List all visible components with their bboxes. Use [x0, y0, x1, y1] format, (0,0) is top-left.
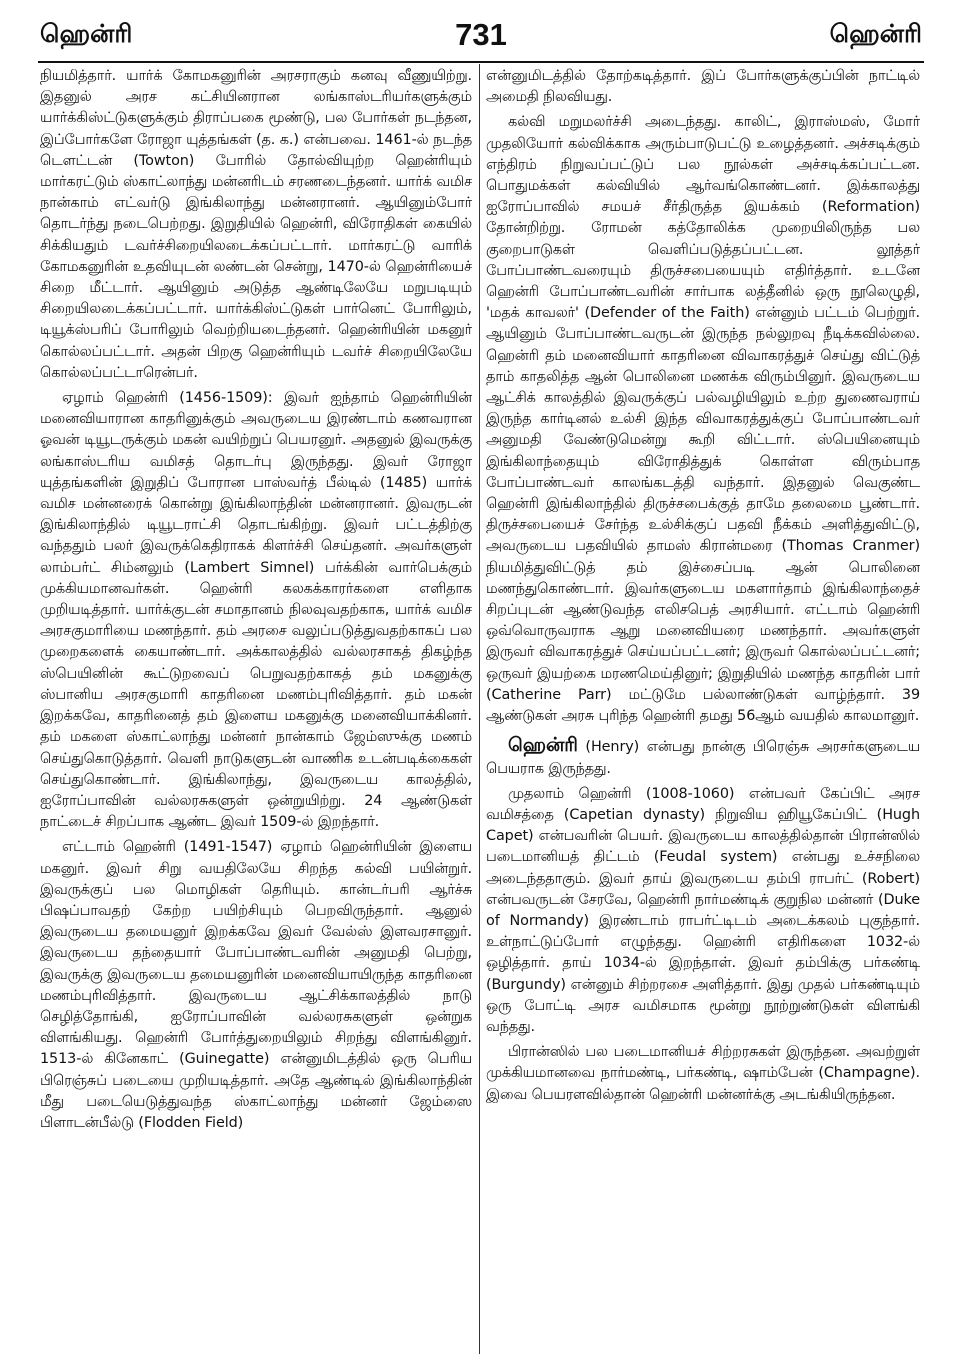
entry-definition: (Henry) என்பது நான்கு பிரெஞ்சு அரசர்களுடைய பெயராக இருந்தது. — [486, 739, 920, 777]
column-divider — [479, 64, 480, 1354]
entry-headword: ஹென்ரி — [508, 734, 578, 757]
header-left-word: ஹென்ரி — [40, 18, 133, 48]
page-header — [40, 12, 922, 58]
header-rule — [38, 61, 924, 63]
paragraph: என்னுமிடத்தில் தோற்கடித்தார். இப் போர்களுக்குப்பின் நாட்டில் அமைதி நிலவியது. — [486, 68, 920, 106]
paragraph: கல்வி மறுமலர்ச்சி அடைந்தது. காலிட், இராஸ்மஸ், மோர் முதலியோர் கல்விக்காக அரும்பாடுபட்டு உழைத்தனர். அச்சடிக்கும் எந்திரம் நிறுவப்பட்டுப் பல நூல்கள் அச்சடிக்கப்பட்டன. பொதுமக்கள் கல்வியில் ஆர்வங்கொண்டனர். இக்காலத்து ஐரோப்பாவில் சமயச் சீர்திருத்த இயக்கம் (Reformation) தோன்றிற்று. ரோமன் கத்தோலிக்க முறையிலிருந்த பல குறைபாடுகள் வெளிப்படுத்தப்பட்டன. லூத்தர் போப்பாண்டவரையும் திருச்சபையையும் எதிர்த்தார். உடனே ஹென்ரி போப்பாண்டவரின் சார்பாக லத்தீனில் ஒரு நூலெழுதி, 'மதக் காவலர்' (Defender of the Faith) என்னும் பட்டம் பெற்றுர். ஆயினும் போப்பாண்டவருடன் இருந்த நல்லுறவு நீடிக்கவில்லை. ஹென்ரி தம் மனைவியார் காதரினை விவாகரத்துச் செய்து விட்டுத் தாம் காதலித்த ஆன் பொலினை மணக்க விரும்பினுர். இவருடைய ஆட்சிக் காலத்தில் இவருக்குப் பல்வழியிலும் உற்ற துணைவராய் இருந்த கார்டினல் உல்சி இந்த விவாகரத்துக்குப் போப்பாண்டவர் அனுமதி வேண்டுமென்று கூறி விட்டார். ஸ்பெயினையும் இங்கிலாந்தையும் விரோதித்துக் கொள்ள விரும்பாத போப்பாண்டவர் காலங்கடத்தி வந்தார். இதனுல் வெகுண்ட ஹென்ரி இங்கிலாந்தில் திருச்சபைக்குத் தாமே தலைமை பூண்டார். திருச்சபையைச் சேர்ந்த உல்சிக்குப் பதவி நீக்கம் அளித்துவிட்டு, அவருடைய பதவியில் தாமஸ் கிரான்மரை (Thomas Cranmer) நியமித்துவிட்டுத் தம் இச்சைப்படி ஆன் பொலினை மணந்துகொண்டார். இவர்களுடைய மகளார்தாம் இங்கிலாந்தைச் சிறப்புடன் ஆண்டுவந்த எலிசபெத் அரசியார். எட்டாம் ஹென்ரி ஒவ்வொருவராக ஆறு மனைவியரை மணந்தார். அவர்களுள் இருவர் விவாகரத்துச் செய்யப்பட்டனர்; இருவர் கொல்லப்பட்டனர்; ஒருவர் இயற்கை மரணமெய்தினுர்; இறுதியில் மணந்த காதரின் பார் (Catherine Parr) மட்டுமே பல்லாண்டுகள் வாழ்ந்தார். 39 ஆண்டுகள் அரசு புரிந்த ஹென்ரி தமது 56ஆம் வயதில் காலமானுர். — [486, 114, 920, 725]
paragraph: ஏழாம் ஹென்ரி (1456-1509): இவர் ஐந்தாம் ஹென்ரியின் மனைவியாரான காதரினுக்கும் அவருடைய இரண்டாம் கணவரான ஓவன் டியூடருக்கும் மகன் வயிற்றுப் பெயரனுர். அதனுல் இவருக்கு லங்காஸ்டரிய வமிசத் தொடர்பு இருந்தது. இவர் ரோஜா யுத்தங்களின் இறுதிப் போரான பாஸ்வர்த் பீல்டில் (1485) யார்க் வமிச மன்னரைக் கொன்று இங்கிலாந்தின் மன்னரானர். இவருடன் இங்கிலாந்தில் டியூடராட்சி தொடங்கிற்று. இவர் பட்டத்திற்கு வந்ததும் பலர் இவருக்கெதிராகக் கிளர்ச்சி செய்தனர். அவர்களுள் லாம்பர்ட் சிம்னலும் (Lambert Simnel) பர்க்கின் வார்பெக்கும் முக்கியமானவர்கள். ஹென்ரி கலகக்காரர்களை எளிதாக முறியடித்தார். யார்க்குடன் சமாதானம் நிலவுவதற்காக, யார்க் வமிச அரசகுமாரியை மணந்தார். தம் அரசை வலுப்படுத்துவதற்காகப் பல முறைகளைக் கையாண்டார். அக்காலத்தில் வல்லரசாகத் திகழ்ந்த ஸ்பெயினின் கூட்டுறவைப் பெறுவதற்காகத் தம் மகனுக்கு ஸ்பானிய அரசகுமாரி காதரினை மணம்புரிவித்தார். தம் மகன் இறக்கவே, காதரினைத் தம் இளைய மகனுக்கு மனைவியாக்கினர். தம் மகளை ஸ்காட்லாந்து மன்னர் நான்காம் ஜேம்ஸுக்கு மணம் செய்துகொடுத்தார். வெளி நாடுகளுடன் வாணிக உடன்படிக்கைகள் செய்துகொண்டார். இங்கிலாந்து, இவருடைய காலத்தில், ஐரோப்பாவின் வல்லரசுகளுள் ஒன்றுயிற்று. 24 ஆண்டுகள் நாட்டைச் சிறப்பாக ஆண்ட இவர் 1509-ல் இறந்தார். — [40, 390, 472, 831]
paragraph: முதலாம் ஹென்ரி (1008-1060) என்பவர் கேப்பிட் அரச வமிசத்தை (Capetian dynasty) நிறுவிய ஹியூகேப்பிட் (Hugh Capet) என்பவரின் பெயர். இவருடைய காலத்தில்தான் பிரான்ஸில் படைமானியத் திட்டம் (Feudal system) என்பது உச்சநிலை அடைந்ததாகும். இவர் தாய் இவருடைய தம்பி ராபர்ட் (Robert) என்பவருடன் சேரவே, ஹென்ரி நார்மண்டிக் குறுநில மன்னர் (Duke of Normandy) இரண்டாம் ராபர்ட்டிடம் அடைக்கலம் புகுந்தார். உள்நாட்டுப்போர் எழுந்தது. ஹென்ரி எதிரிகளை 1032-ல் ஒழித்தார். தாய் 1034-ல் இறந்தாள். இவர் தம்பிக்கு பர்கண்டி (Burgundy) என்னும் சிற்றரசை அளித்தார். இது முதல் பர்கண்டியும் ஒரு போட்டி அரச வமிசமாக மூன்று நூற்றுண்டுகள் விளங்கி வந்தது. — [486, 785, 920, 1035]
left-column — [40, 66, 472, 1352]
header-right-word: ஹென்ரி — [829, 18, 922, 48]
page-number: 731 — [455, 17, 507, 52]
paragraph: நியமித்தார். யார்க் கோமகனுரின் அரசராகும் கனவு வீணுயிற்று. இதனுல் அரச கட்சியினரான லங்காஸ்டரியர்களுக்கும் யார்க்கிஸ்ட்டுகளுக்கும் திராப்பகை மூண்டு, பல போர்கள் நடந்தன, இப்போர்களே ரோஜா யுத்தங்கள் (த. க.) என்பவை. 1461-ல் நடந்த டௌட்டன் (Towton) போரில் தோல்வியுற்ற ஹென்ரியும் மார்கரட்டும் ஸ்காட்லாந்து மன்னரிடம் சரணடைந்தனர். யார்க் வமிச நான்காம் எட்வர்டு இங்கிலாந்து மன்னரானர். ஆயினும்போர் தொடர்ந்து நடைபெற்றது. இறுதியில் ஹென்ரி, விரோதிகள் கையில் சிக்கியதும் டவர்ச்சிறையிலடைக்கப்பட்டார். மார்கரட்டு வாரிக் கோமகனுரின் உதவியுடன் லண்டன் சென்று, 1470-ல் ஹென்ரியைச் சிறை மீட்டார். ஆயினும் அடுத்த ஆண்டிலேயே மறுபடியும் சிறையிலடைக்கப்பட்டார். யார்க்கிஸ்ட்டுகள் பார்னெட் போரிலும், டியூக்ஸ்பரிப் போரிலும் வெற்றியடைந்தனர். ஹென்ரியின் மகனுர் கொல்லப்பட்டார். அதன் பிறகு ஹென்ரியும் டவர்ச் சிறையிலேயே கொல்லப்பட்டாரென்பர். — [40, 68, 472, 381]
right-column — [486, 66, 920, 1352]
paragraph: பிரான்ஸில் பல படைமானியச் சிற்றரசுகள் இருந்தன. அவற்றுள் முக்கியமானவை நார்மண்டி, பர்கண்டி, ஷாம்பேன் (Champagne). இவை பெயரளவில்தான் ஹென்ரி மன்னர்க்கு அடங்கியிருந்தன. — [486, 1044, 920, 1103]
entry-heading-line — [486, 735, 920, 779]
paragraph: எட்டாம் ஹென்ரி (1491-1547) ஏழாம் ஹென்ரியின் இளைய மகனுர். இவர் சிறு வயதிலேயே சிறந்த கல்வி பயின்றுர். இவருக்குப் பல மொழிகள் தெரியும். கான்டர்பரி ஆர்ச்சு பிஷப்பாவதற் கேற்ற பயிற்சியும் பெறவிருந்தார். ஆனுல் இவருடைய தமையனுர் இறக்கவே இவர் வேல்ஸ் இளவரசானுர். இவருடைய தந்தையார் போப்பாண்டவரின் அனுமதி பெற்று, இவருக்கு இவருடைய தமையனுரின் மனைவியாயிருந்த காதரினை மணம்புரிவித்தார். இவருடைய ஆட்சிக்காலத்தில் நாடு செழித்தோங்கி, ஐரோப்பாவின் வல்லரசுகளுள் ஒன்றுக விளங்கியது. ஹென்ரி போர்த்துறையிலும் சிறந்து விளங்கினுர். 1513-ல் கினேகாட் (Guinegatte) என்னுமிடத்தில் ஒரு பெரிய பிரெஞ்சுப் படையை முறியடித்தார். அதே ஆண்டில் இங்கிலாந்தின் மீது படையெடுத்துவந்த ஸ்காட்லாந்து மன்னர் ஜேம்ஸை பிளாடன்பீல்டு (Flodden Field) — [40, 839, 472, 1131]
